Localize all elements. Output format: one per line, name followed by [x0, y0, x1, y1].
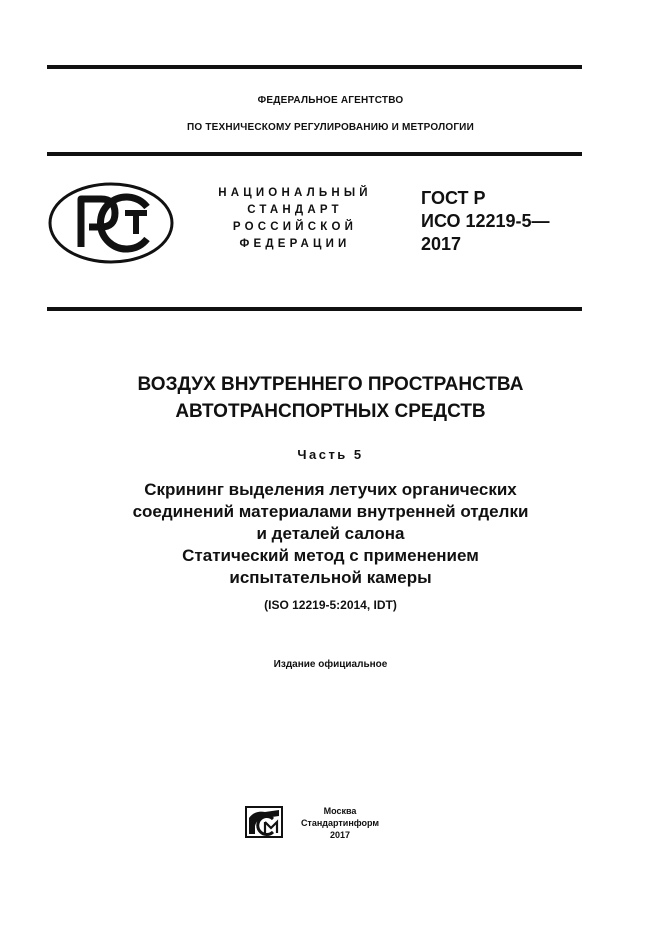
gost-line-2: ИСО 12219-5—: [421, 211, 550, 231]
national-standard-caption: [200, 185, 390, 253]
gost-line-1: ГОСТ Р: [421, 188, 486, 208]
publisher-city: Москва: [323, 806, 357, 816]
publisher-info: [290, 805, 390, 841]
publisher-year: 2017: [329, 830, 351, 840]
document-title: [0, 371, 661, 425]
publisher-name: Стандартинформ: [300, 818, 380, 828]
document-subtitle: [0, 479, 661, 589]
iso-reference: (ISO 12219-5:2014, IDT): [264, 598, 397, 612]
part-label: Часть 5: [297, 447, 364, 462]
subtitle-line-2: соединений материалами внутренней отделки: [132, 502, 529, 521]
standard-bottom-rule: [47, 307, 582, 311]
title-line-2: АВТОТРАНСПОРТНЫХ СРЕДСТВ: [175, 401, 486, 422]
subtitle-line-1: Скрининг выделения летучих органических: [144, 480, 517, 499]
agency-line-2: ПО ТЕХНИЧЕСКОМУ РЕГУЛИРОВАНИЮ И МЕТРОЛОГИИ: [187, 122, 474, 133]
title-line-1: ВОЗДУХ ВНУТРЕННЕГО ПРОСТРАНСТВА: [137, 374, 524, 395]
edition-note: Издание официальное: [273, 659, 388, 670]
gost-r-certification-mark-icon: [47, 181, 175, 265]
national-standard-line-1: НАЦИОНАЛЬНЫЙ: [218, 187, 372, 199]
agency-line-1: ФЕДЕРАЛЬНОЕ АГЕНТСТВО: [257, 95, 404, 106]
top-rule: [47, 65, 582, 69]
header-bottom-rule: [47, 152, 582, 156]
national-standard-line-3: РОССИЙСКОЙ: [232, 221, 358, 233]
national-standard-line-4: ФЕДЕРАЦИИ: [239, 238, 351, 250]
standartinform-logo-icon: [245, 806, 283, 838]
subtitle-line-3: и деталей салона: [256, 524, 405, 543]
national-standard-line-2: СТАНДАРТ: [247, 204, 343, 216]
gost-line-3: 2017: [421, 234, 462, 254]
subtitle-line-4: Статический метод с применением: [182, 546, 479, 565]
standard-designation: [421, 187, 550, 256]
subtitle-line-5: испытательной камеры: [229, 568, 432, 587]
